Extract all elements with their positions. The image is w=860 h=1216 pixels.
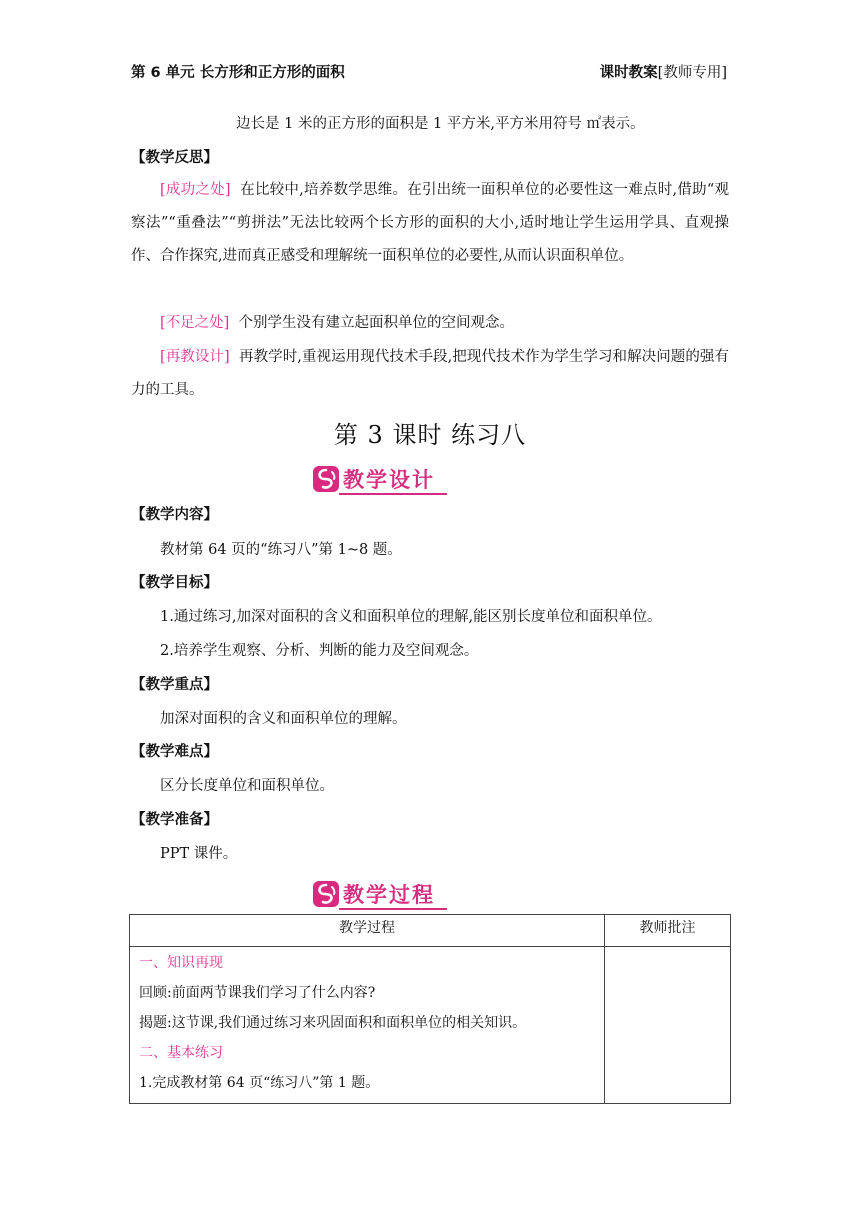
key-points-heading: 【教学重点】: [131, 676, 218, 693]
header-doc-type-label: 课时教案: [599, 65, 658, 81]
content-heading: 【教学内容】: [131, 506, 218, 523]
section-heading-basic-practice: 二、基本练习: [139, 1045, 223, 1061]
redesign-label: [再教设计]: [160, 349, 230, 365]
redesign-text: 再教学时,重视运用现代技术手段,把现代技术作为学生学习和解决问题的强有力的工具。: [131, 349, 729, 398]
banner-teaching-design: [313, 465, 447, 493]
banner-process-text: 教学过程: [343, 883, 435, 907]
section-heading-review: 一、知识再现: [139, 955, 223, 971]
swirl-logo-icon: [313, 881, 339, 907]
banner-teaching-process: [313, 880, 447, 908]
reflection-success-paragraph: [131, 174, 729, 273]
lesson-title: 第 3 课时 练习八: [333, 421, 527, 449]
swirl-logo-icon: [313, 466, 339, 492]
notes-cell: [605, 947, 731, 1104]
difficulty-heading: 【教学难点】: [131, 743, 218, 760]
table-line: 揭题:这节课,我们通过练习来巩固面积和面积单位的相关知识。: [139, 1015, 527, 1031]
header-doc-type: [600, 61, 727, 82]
difficulty-text: 区分长度单位和面积单位。: [160, 778, 334, 794]
table-line: 回顾:前面两节课我们学习了什么内容?: [139, 985, 376, 1001]
success-text: 在比较中,培养数学思维。在引出统一面积单位的必要性这一难点时,借助“观察法”“重叠法”“剪拼法”无法比较两个长方形的面积的大小,适时地让学生运用学具、直观操作、合作探究,进而真正感受和理解统一面积单位的必要性,从而认识面积单位。: [131, 182, 729, 264]
goal-item-2: 2.培养学生观察、分析、判断的能力及空间观念。: [160, 643, 479, 659]
reflection-redesign-paragraph: [131, 341, 729, 407]
goal-item-1: 1.通过练习,加深对面积的含义和面积单位的理解,能区别长度单位和面积单位。: [160, 609, 662, 625]
shortcoming-text: 个别学生没有建立起面积单位的空间观念。: [238, 315, 515, 331]
content-text: 教材第 64 页的“练习八”第 1~8 题。: [160, 542, 402, 558]
reflection-heading: 【教学反思】: [131, 149, 218, 166]
goals-heading: 【教学目标】: [131, 574, 218, 591]
header-teacher-tag: [教师专用]: [657, 65, 727, 81]
success-label: [成功之处]: [160, 182, 231, 198]
preparation-heading: 【教学准备】: [131, 811, 218, 828]
reflection-shortcoming-paragraph: [131, 307, 729, 340]
banner-design-text: 教学设计: [343, 468, 435, 492]
key-points-text: 加深对面积的含义和面积单位的理解。: [160, 711, 407, 727]
header-unit-title: 第 6 单元 长方形和正方形的面积: [131, 65, 345, 81]
table-line: 1.完成教材第 64 页“练习八”第 1 题。: [139, 1075, 380, 1091]
col-header-notes: 教师批注: [605, 915, 731, 947]
shortcoming-label: [不足之处]: [160, 315, 230, 331]
top-text-line: 边长是 1 米的正方形的面积是 1 平方米,平方米用符号 ㎡表示。: [236, 116, 645, 132]
process-table: [129, 914, 731, 1104]
col-header-process: 教学过程: [130, 915, 605, 947]
process-cell: [130, 947, 605, 1104]
preparation-text: PPT 课件。: [160, 846, 238, 862]
